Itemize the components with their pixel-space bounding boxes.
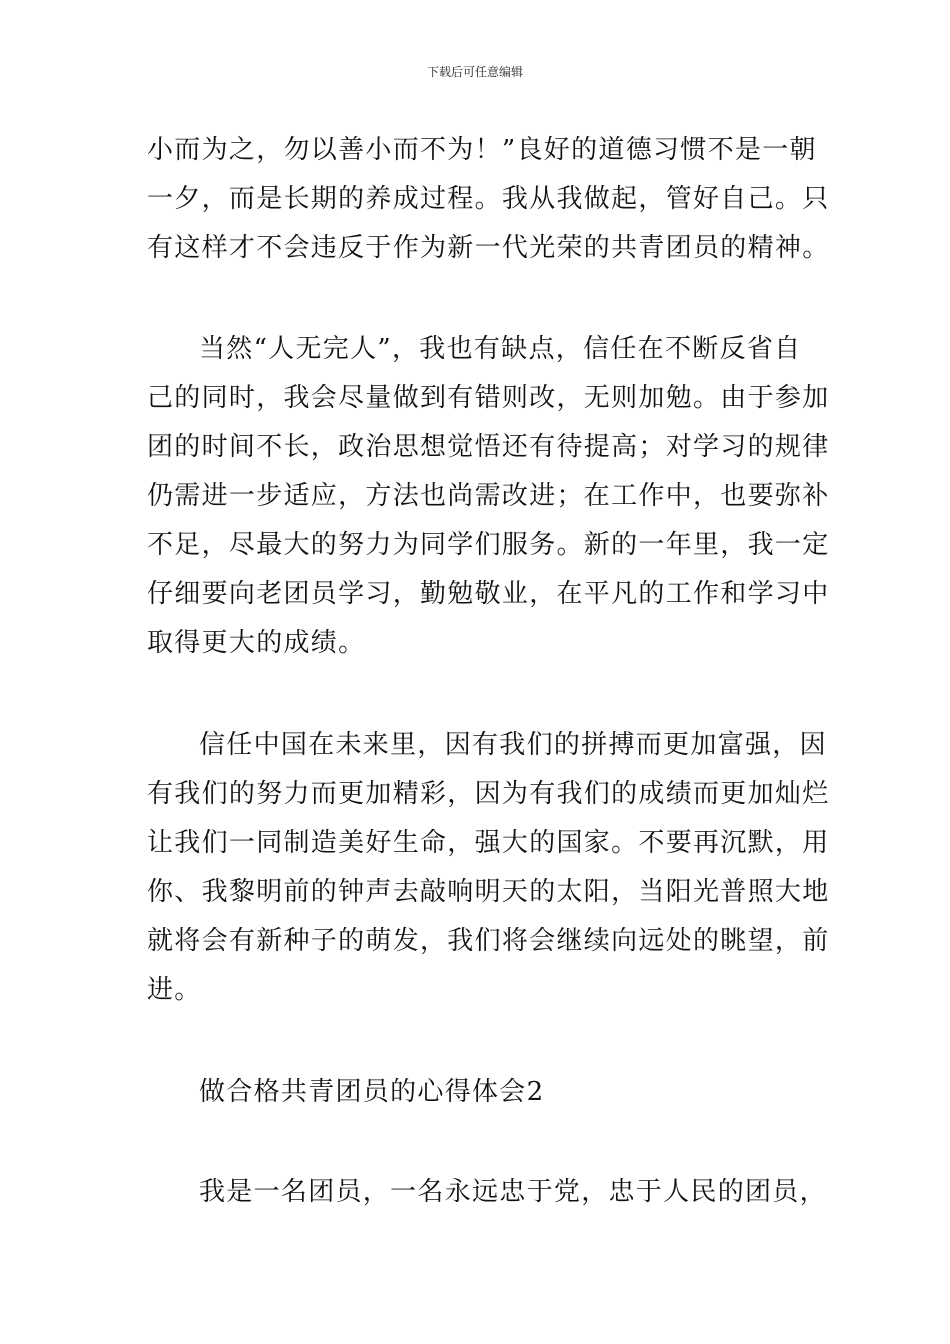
page-header: 下载后可任意编辑	[426, 65, 523, 79]
paragraph-line: 我是一名团员，一名永远忠于党，忠于人民的团员，	[199, 1177, 827, 1207]
paragraph-line: 团的时间不长，政治思想觉悟还有待提高；对学习的规律	[147, 432, 830, 462]
paragraph-line: 仍需进一步适应，方法也尚需改进；在工作中，也要弥补	[147, 481, 830, 511]
paragraph-line: 让我们一同制造美好生命，强大的国家。不要再沉默，用	[147, 828, 830, 858]
paragraph-3	[147, 721, 830, 1015]
paragraph-4	[147, 1168, 827, 1217]
paragraph-2	[147, 325, 830, 668]
paragraph-1	[147, 126, 830, 273]
paragraph-line: 进。	[147, 975, 202, 1005]
paragraph-line: 就将会有新种子的萌发，我们将会继续向远处的眺望，前	[147, 926, 830, 956]
paragraph-line: 一夕，而是长期的养成过程。我从我做起，管好自己。只	[147, 184, 830, 214]
paragraph-line: 当然“人无完人”，我也有缺点，信任在不断反省自	[199, 334, 802, 364]
paragraph-line: 有这样才不会违反于作为新一代光荣的共青团员的精神。	[147, 233, 830, 263]
paragraph-line: 有我们的努力而更加精彩，因为有我们的成绩而更加灿烂	[147, 779, 830, 809]
paragraph-line: 信任中国在未来里，因有我们的拼搏而更加富强，因	[199, 730, 827, 760]
paragraph-line: 你、我黎明前的钟声去敲响明天的太阳，当阳光普照大地	[147, 877, 830, 907]
section-heading	[147, 1068, 807, 1117]
paragraph-line: 己的同时，我会尽量做到有错则改，无则加勉。由于参加	[147, 383, 830, 413]
section-heading-text: 做合格共青团员的心得体会2	[199, 1077, 545, 1107]
paragraph-line: 不足，尽最大的努力为同学们服务。新的一年里，我一定	[147, 530, 830, 560]
paragraph-line: 仔细要向老团员学习，勤勉敬业，在平凡的工作和学习中	[147, 579, 830, 609]
paragraph-line: 取得更大的成绩。	[147, 628, 366, 658]
paragraph-line: 小而为之，勿以善小而不为！”良好的道德习惯不是一朝	[147, 135, 817, 165]
